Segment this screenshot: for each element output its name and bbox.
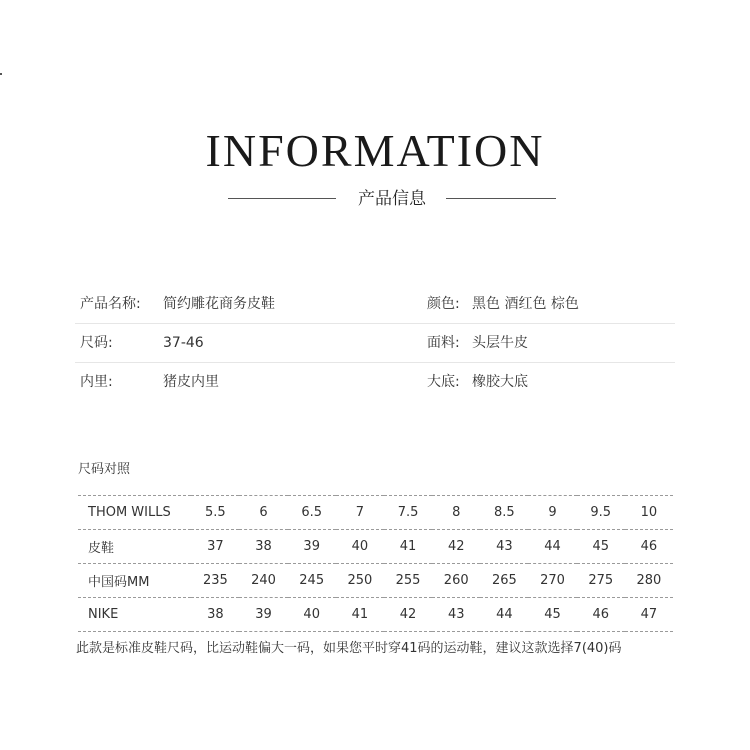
info-row bbox=[75, 324, 675, 363]
size-cell: 40 bbox=[288, 598, 336, 632]
size-cell: 6 bbox=[239, 496, 287, 530]
size-cell: 6.5 bbox=[288, 496, 336, 530]
size-cell: 245 bbox=[288, 564, 336, 598]
size-cell: 44 bbox=[480, 598, 528, 632]
size-cell: 40 bbox=[336, 530, 384, 564]
info-row bbox=[75, 285, 675, 324]
info-value: 头层牛皮 bbox=[472, 335, 528, 351]
info-value: 简约雕花商务皮鞋 bbox=[163, 296, 275, 312]
edge-mark bbox=[0, 73, 2, 75]
size-chart-title: 尺码对照 bbox=[78, 462, 131, 477]
size-cell: 280 bbox=[625, 564, 673, 598]
size-cell: 270 bbox=[528, 564, 576, 598]
info-value: 猪皮内里 bbox=[163, 374, 219, 390]
size-row-label: 皮鞋 bbox=[78, 530, 191, 564]
info-value: 橡胶大底 bbox=[472, 374, 528, 390]
size-cell: 44 bbox=[528, 530, 576, 564]
product-info bbox=[75, 285, 675, 401]
size-cell: 240 bbox=[239, 564, 287, 598]
size-cell: 39 bbox=[239, 598, 287, 632]
size-cell: 43 bbox=[480, 530, 528, 564]
size-cell: 8 bbox=[432, 496, 480, 530]
size-cell: 235 bbox=[191, 564, 239, 598]
size-cell: 46 bbox=[625, 530, 673, 564]
table-row bbox=[78, 530, 673, 564]
size-cell: 7 bbox=[336, 496, 384, 530]
table-row bbox=[78, 564, 673, 598]
size-cell: 38 bbox=[191, 598, 239, 632]
size-cell: 45 bbox=[528, 598, 576, 632]
info-value: 黑色 酒红色 棕色 bbox=[472, 296, 579, 312]
info-label: 颜色: bbox=[427, 296, 460, 312]
size-cell: 46 bbox=[577, 598, 625, 632]
size-cell: 7.5 bbox=[384, 496, 432, 530]
size-cell: 260 bbox=[432, 564, 480, 598]
size-cell: 42 bbox=[432, 530, 480, 564]
size-cell: 5.5 bbox=[191, 496, 239, 530]
size-chart-table bbox=[78, 495, 673, 632]
size-cell: 41 bbox=[336, 598, 384, 632]
size-cell: 43 bbox=[432, 598, 480, 632]
size-cell: 37 bbox=[191, 530, 239, 564]
info-label: 内里: bbox=[80, 374, 113, 390]
size-cell: 42 bbox=[384, 598, 432, 632]
size-row-label: THOM WILLS bbox=[78, 496, 191, 530]
info-label: 面料: bbox=[427, 335, 460, 351]
size-row-label: 中国码MM bbox=[78, 564, 191, 598]
info-row bbox=[75, 363, 675, 401]
info-label: 大底: bbox=[427, 374, 460, 390]
size-cell: 39 bbox=[288, 530, 336, 564]
size-cell: 38 bbox=[239, 530, 287, 564]
size-cell: 8.5 bbox=[480, 496, 528, 530]
subtitle-rule-right bbox=[446, 198, 556, 199]
size-cell: 250 bbox=[336, 564, 384, 598]
size-note: 此款是标准皮鞋尺码，比运动鞋偏大一码，如果您平时穿41码的运动鞋，建议这款选择7(40)码 bbox=[76, 641, 622, 656]
size-row-label: NIKE bbox=[78, 598, 191, 632]
page-subtitle: 产品信息 bbox=[358, 189, 426, 209]
size-cell: 9 bbox=[528, 496, 576, 530]
size-cell: 45 bbox=[577, 530, 625, 564]
table-row bbox=[78, 496, 673, 530]
table-row bbox=[78, 598, 673, 632]
size-cell: 10 bbox=[625, 496, 673, 530]
info-label: 尺码: bbox=[80, 335, 113, 351]
size-cell: 255 bbox=[384, 564, 432, 598]
size-cell: 41 bbox=[384, 530, 432, 564]
size-cell: 47 bbox=[625, 598, 673, 632]
size-cell: 265 bbox=[480, 564, 528, 598]
info-value: 37-46 bbox=[163, 335, 204, 351]
subtitle-row bbox=[228, 187, 556, 211]
size-cell: 275 bbox=[577, 564, 625, 598]
size-cell: 9.5 bbox=[577, 496, 625, 530]
page-title: INFORMATION bbox=[205, 125, 545, 176]
info-label: 产品名称: bbox=[80, 296, 141, 312]
